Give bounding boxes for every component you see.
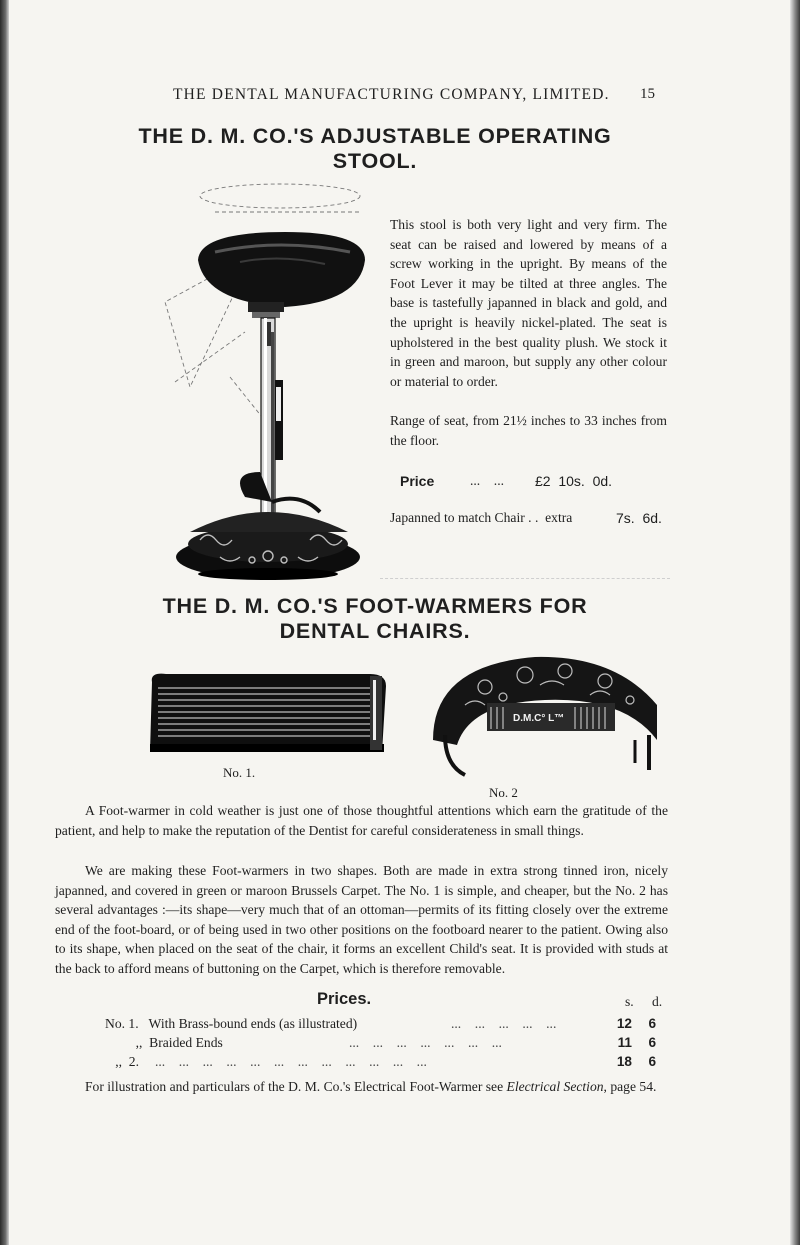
stool-heading-line2: STOOL. [332, 149, 418, 173]
price-row-shillings: 18 [616, 1054, 632, 1069]
footwarmer-badge: D.M.C° L™ [513, 713, 565, 724]
footwarmer-no1-illustration [140, 668, 390, 760]
fig1-caption: No. 1. [223, 765, 256, 780]
price-row [105, 1016, 660, 1035]
col-s-header: s. [625, 994, 634, 1009]
page-number: 15 [640, 86, 655, 102]
price-value: £2 10s. 0d. [535, 473, 613, 489]
price-row [105, 1054, 660, 1073]
price-dots: ... ... [470, 473, 504, 488]
price-row-dots: ... ... ... ... ... [451, 1016, 557, 1031]
running-title: THE DENTAL MANUFACTURING COMPANY, LIMITED. [173, 86, 610, 103]
price-row-label: ,, Braided Ends [105, 1035, 223, 1050]
page-edge-left [0, 0, 9, 1245]
footnote-section-link: Electrical Section [506, 1079, 604, 1094]
price-row-dots: ... ... ... ... ... ... ... ... ... ... ... ... [155, 1054, 427, 1069]
price-row-pence: 6 [648, 1054, 656, 1069]
price-row-shillings: 11 [617, 1035, 632, 1050]
price-label: Price [400, 473, 435, 489]
footnote-text: For illustration and particulars of the D. M. Co.'s Electrical Foot-Warmer see [85, 1079, 507, 1094]
footwarmer-no2-illustration [425, 645, 665, 780]
stool-heading [100, 124, 650, 174]
warmers-paragraph-2: We are making these Foot-warmers in two shapes. Both are made in extra strong tinned iron, nicely japanned, and covered in green or maroon Brussels Carpet. The No. 1 is simple, and cheaper, but the No. 2 has several advantages :—its shape—very much that of an ottoman—permits of its fitting closely over the extreme end of the foot-board, or of being used in two other positions on the footboard nearer to the patient. Owing also to its shape, when placed on the seat of the chair, it forms an excellent Child's seat. It is provided with studs at the back to afford means of buttoning on the Carpet, which is therefore removable. [55, 863, 668, 976]
price-row-pence: 6 [648, 1035, 656, 1050]
price-row-shillings: 12 [616, 1016, 632, 1031]
price-row-dots: ... ... ... ... ... ... ... [349, 1035, 502, 1050]
warmers-paragraph-1: A Foot-warmer in cold weather is just one of those thoughtful attentions which earn the gratitude of the patient, and help to make the reputation of the Dentist for careful considerateness in small things. [55, 803, 668, 838]
warmers-heading-line2: DENTAL CHAIRS. [279, 619, 471, 643]
japanned-value: 7s. 6d. [616, 510, 662, 526]
page-edge-right [790, 0, 800, 1245]
warmers-heading [100, 594, 650, 644]
col-d-header: d. [652, 994, 663, 1009]
section-divider [380, 578, 670, 579]
price-row-label: No. 1. With Brass-bound ends (as illustrated) [105, 1016, 358, 1031]
stool-description: This stool is both very light and very firm. The seat can be raised and lowered by means of a screw working in the upright. By means of the Foot Lever it may be tilted at three angles. The base is tastefully japanned in black and gold, and the upright is heavily nickel-plated. The seat is upholstered in the best quality plush. We stock it in green and maroon, but supply any other colour or material to order. [390, 217, 667, 389]
stool-heading-line1: THE D. M. CO.'S ADJUSTABLE OPERATING [138, 124, 612, 148]
japanned-row [390, 510, 690, 530]
stool-range-text: Range of seat, from 21½ inches to 33 inches from the floor. [390, 413, 667, 448]
electrical-footnote [55, 1077, 668, 1097]
price-row-pence: 6 [648, 1016, 656, 1031]
price-row-label: ,, 2. [105, 1054, 139, 1069]
japanned-label: Japanned to match Chair . . extra [390, 510, 573, 525]
fig2-caption: No. 2 [489, 785, 518, 800]
footnote-page: , page 54. [603, 1079, 657, 1094]
stool-base [176, 512, 360, 580]
stool-foot-lever [240, 472, 320, 512]
stool-price-row [390, 473, 680, 493]
warmers-heading-line1: THE D. M. CO.'S FOOT-WARMERS FOR [162, 594, 588, 618]
stool-seat [198, 232, 365, 318]
stool-illustration [160, 172, 375, 584]
prices-heading: Prices. [317, 990, 372, 1008]
price-row [105, 1035, 660, 1054]
